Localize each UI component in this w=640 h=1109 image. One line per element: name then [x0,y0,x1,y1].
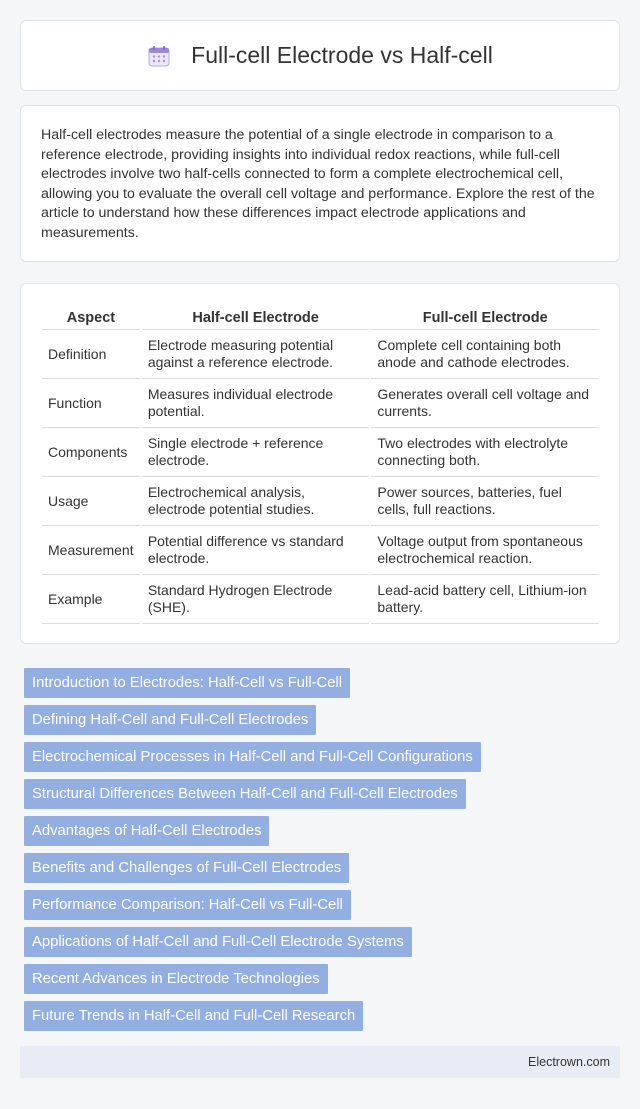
page-title: Full-cell Electrode vs Half-cell [191,42,493,68]
comparison-table-card [20,283,620,644]
table-cell-half-cell: Standard Hydrogen Electrode (SHE). [142,575,370,624]
table-row [42,526,599,575]
table-cell-full-cell: Lead-acid battery cell, Lithium-ion battery. [371,575,599,624]
intro-paragraph: Half-cell electrodes measure the potential of a single electrode in comparison to a reference electrode, providing insights into individual redox reactions, while full-cell electrodes involve two half-cells connected to form a complete electrochemical cell, allowing you to evaluate the overall cell voltage and performance. Explore the rest of the article to understand how these differences impact electrode applications and measurements. [41,127,595,241]
table-cell-half-cell: Potential difference vs standard electrode. [142,526,370,575]
table-cell-full-cell: Complete cell containing both anode and cathode electrodes. [371,330,599,379]
table-cell-aspect: Measurement [42,526,140,575]
table-cell-aspect: Example [42,575,140,624]
calendar-icon [147,44,171,68]
table-row [42,379,599,428]
table-cell-aspect: Definition [42,330,140,379]
topic-link-performance-comparison[interactable]: Performance Comparison: Half-Cell vs Full-Cell [24,890,351,920]
topic-link-applications[interactable]: Applications of Half-Cell and Full-Cell Electrode Systems [24,927,412,957]
table-cell-half-cell: Measures individual electrode potential. [142,379,370,428]
table-cell-aspect: Function [42,379,140,428]
column-header-half-cell: Half-cell Electrode [142,304,370,330]
table-row [42,575,599,624]
header [147,42,493,69]
table-cell-aspect: Components [42,428,140,477]
topic-link-benefits-full-cell[interactable]: Benefits and Challenges of Full-Cell Electrodes [24,853,349,883]
table-cell-aspect: Usage [42,477,140,526]
table-cell-half-cell: Electrode measuring potential against a reference electrode. [142,330,370,379]
footer-site-name[interactable]: Electrown.com [528,1055,610,1069]
topic-link-defining[interactable]: Defining Half-Cell and Full-Cell Electrodes [24,705,316,735]
comparison-table [42,304,599,624]
topic-link-structural-differences[interactable]: Structural Differences Between Half-Cell and Full-Cell Electrodes [24,779,466,809]
intro-card [20,105,620,262]
topic-links [24,668,620,1038]
table-cell-half-cell: Single electrode + reference electrode. [142,428,370,477]
topic-link-introduction[interactable]: Introduction to Electrodes: Half-Cell vs Full-Cell [24,668,350,698]
table-cell-full-cell: Generates overall cell voltage and currents. [371,379,599,428]
footer [20,1046,620,1078]
table-cell-full-cell: Voltage output from spontaneous electrochemical reaction. [371,526,599,575]
table-row [42,477,599,526]
header-card [20,20,620,91]
table-row [42,330,599,379]
table-row [42,428,599,477]
table-cell-full-cell: Two electrodes with electrolyte connecting both. [371,428,599,477]
topic-link-electrochemical-processes[interactable]: Electrochemical Processes in Half-Cell and Full-Cell Configurations [24,742,481,772]
topic-link-recent-advances[interactable]: Recent Advances in Electrode Technologies [24,964,328,994]
column-header-aspect: Aspect [42,304,140,330]
table-cell-half-cell: Electrochemical analysis, electrode potential studies. [142,477,370,526]
topic-link-advantages-half-cell[interactable]: Advantages of Half-Cell Electrodes [24,816,269,846]
topic-link-future-trends[interactable]: Future Trends in Half-Cell and Full-Cell Research [24,1001,363,1031]
table-cell-full-cell: Power sources, batteries, fuel cells, full reactions. [371,477,599,526]
column-header-full-cell: Full-cell Electrode [371,304,599,330]
table-header-row [42,304,599,330]
